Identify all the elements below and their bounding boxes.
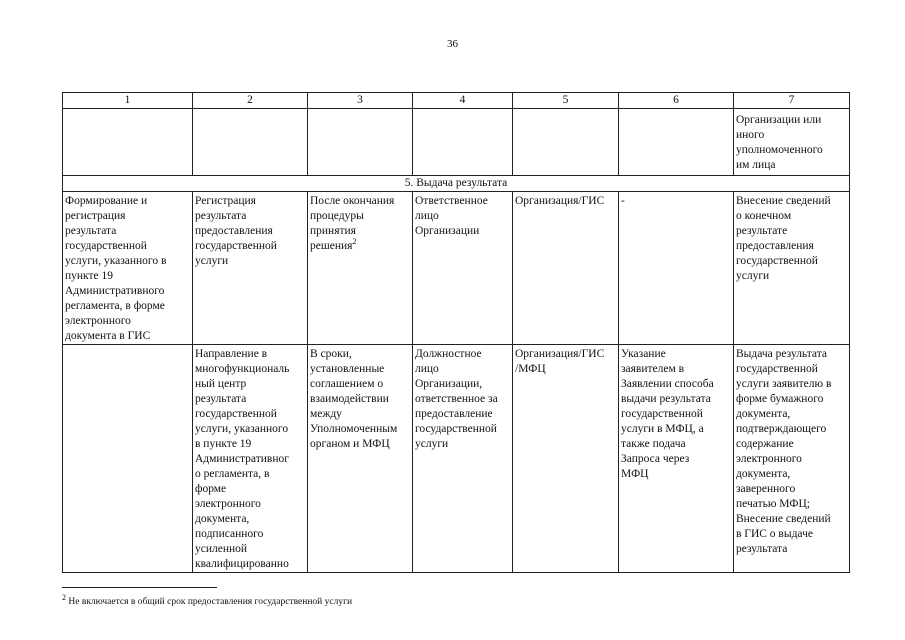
table-cell: В сроки, установленные соглашением о взаимодействии между Уполномоченным органом и МФЦ bbox=[308, 345, 413, 573]
table-row bbox=[63, 345, 850, 573]
column-number-4: 4 bbox=[413, 93, 513, 109]
table-cell: Регистрация результата предоставления государственной услуги bbox=[193, 192, 308, 345]
table-cell: Указание заявителем в Заявлении способа выдачи результата государственной услуги в МФЦ, а также подача Запроса через МФЦ bbox=[619, 345, 734, 573]
table-cell: Организации или иного уполномоченного им лица bbox=[734, 109, 850, 176]
table-cell bbox=[308, 192, 413, 345]
table-cell bbox=[63, 109, 193, 176]
table-header-row bbox=[63, 93, 850, 109]
footnote-divider bbox=[62, 587, 217, 588]
column-number-7: 7 bbox=[734, 93, 850, 109]
table-cell bbox=[513, 109, 619, 176]
table-cell bbox=[413, 109, 513, 176]
section-title: 5. Выдача результата bbox=[63, 176, 850, 192]
table-cell: Формирование и регистрация результата государственной услуги, указанного в пункте 19 Административного регламента, в форме электронного документа в ГИС bbox=[63, 192, 193, 345]
footnote bbox=[62, 592, 353, 607]
column-number-1: 1 bbox=[63, 93, 193, 109]
table-cell: Направление в многофункциональ ный центр результата государственной услуги, указанного в пункте 19 Административног о регламента, в форме электронного документа, подписанного усиленной квалифицированно bbox=[193, 345, 308, 573]
procedure-table bbox=[62, 92, 850, 573]
table-cell bbox=[63, 345, 193, 573]
footnote-text: Не включается в общий срок предоставления государственной услуги bbox=[66, 597, 353, 607]
table-cell: - bbox=[619, 192, 734, 345]
table-cell bbox=[308, 109, 413, 176]
column-number-5: 5 bbox=[513, 93, 619, 109]
table-cell: Внесение сведений о конечном результате предоставления государственной услуги bbox=[734, 192, 850, 345]
table-cell: Должностное лицо Организации, ответственное за предоставление государственной услуги bbox=[413, 345, 513, 573]
table-cell: Ответственное лицо Организации bbox=[413, 192, 513, 345]
section-row bbox=[63, 176, 850, 192]
table-cell bbox=[193, 109, 308, 176]
table-cell bbox=[619, 109, 734, 176]
column-number-2: 2 bbox=[193, 93, 308, 109]
column-number-3: 3 bbox=[308, 93, 413, 109]
table-cell: Организация/ГИС bbox=[513, 192, 619, 345]
table-row bbox=[63, 192, 850, 345]
footnote-mark: 2 bbox=[62, 592, 66, 602]
cell-text: После окончания процедуры принятия решения bbox=[310, 195, 395, 252]
table-row-continued bbox=[63, 109, 850, 176]
footnote-reference: 2 bbox=[352, 237, 357, 247]
column-number-6: 6 bbox=[619, 93, 734, 109]
table-cell: Организация/ГИС /МФЦ bbox=[513, 345, 619, 573]
table-cell: Выдача результата государственной услуги заявителю в форме бумажного документа, подтверждающего содержание электронного документа, заверенного печатью МФЦ; Внесение сведений в ГИС о выдаче результата bbox=[734, 345, 850, 573]
page-number: 36 bbox=[447, 38, 458, 50]
